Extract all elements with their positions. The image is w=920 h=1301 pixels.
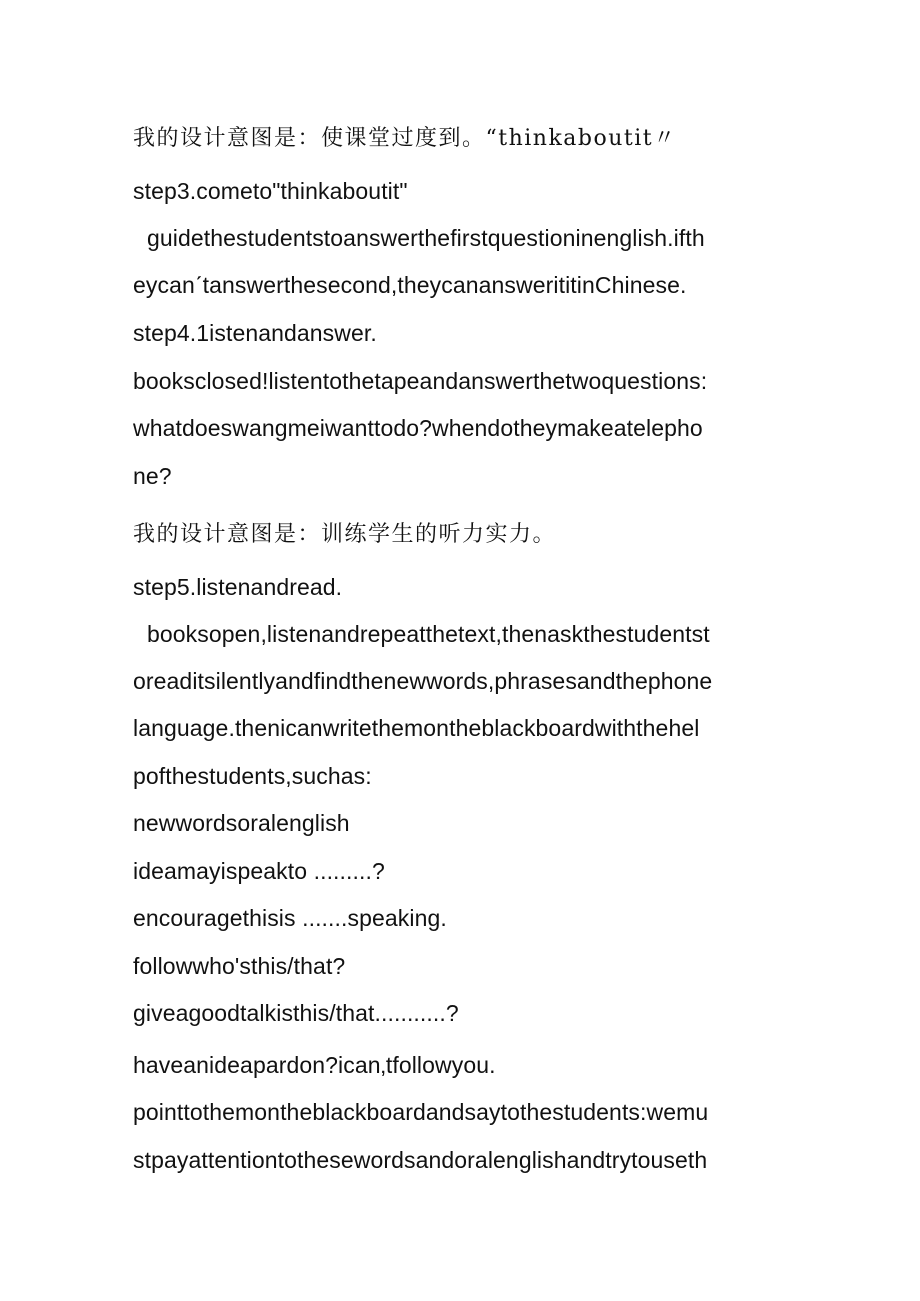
vocab-line: followwho'sthis/that? — [133, 953, 346, 979]
step3-heading: step3.cometo"thinkaboutit" — [133, 178, 408, 204]
paragraph-line: booksopen,listenandrepeatthetext,thenaskthestudentst — [147, 621, 710, 647]
paragraph-line: stpayattentiontothesewordsandoralenglishandtrytouseth — [133, 1147, 708, 1173]
paragraph-line: booksclosed!listentothetapeandanswerthetwoquestions: — [133, 368, 708, 394]
vocab-line: ideamayispeakto .........? — [133, 858, 385, 884]
step5-heading: step5.listenandread. — [133, 574, 343, 600]
step4-heading: step4.1istenandanswer. — [133, 320, 377, 346]
design-intent-line-1: 我的设计意图是：使课堂过度到。“thinkaboutit〃 — [133, 126, 677, 151]
paragraph-line: guidethestudentstoanswerthefirstquestioninenglish.ifth — [147, 225, 705, 251]
paragraph-line: whatdoeswangmeiwanttodo?whendotheymakeatelepho — [133, 415, 703, 441]
vocab-line: giveagoodtalkisthis/that...........? — [133, 1000, 459, 1026]
paragraph-line: eycanˊtanswerthesecond,theycananswerititinChinese. — [133, 272, 687, 298]
paragraph-line: ne? — [133, 463, 172, 489]
vocab-line: haveanideapardon?ican‚tfollowyou. — [133, 1052, 496, 1078]
vocab-line: newwordsoralenglish — [133, 810, 350, 836]
paragraph-line: pointtothemontheblackboardandsaytothestudents:wemu — [133, 1099, 709, 1125]
paragraph-line: pofthestudents,suchas: — [133, 763, 372, 789]
paragraph-line: oreaditsilentlyandfindthenewwords,phrasesandthephone — [133, 668, 713, 694]
paragraph-line: language.thenicanwritethemontheblackboardwiththehel — [133, 715, 700, 741]
design-intent-line-2: 我的设计意图是：训练学生的听力实力。 — [133, 522, 557, 547]
vocab-line: encouragethisis .......speaking. — [133, 905, 447, 931]
